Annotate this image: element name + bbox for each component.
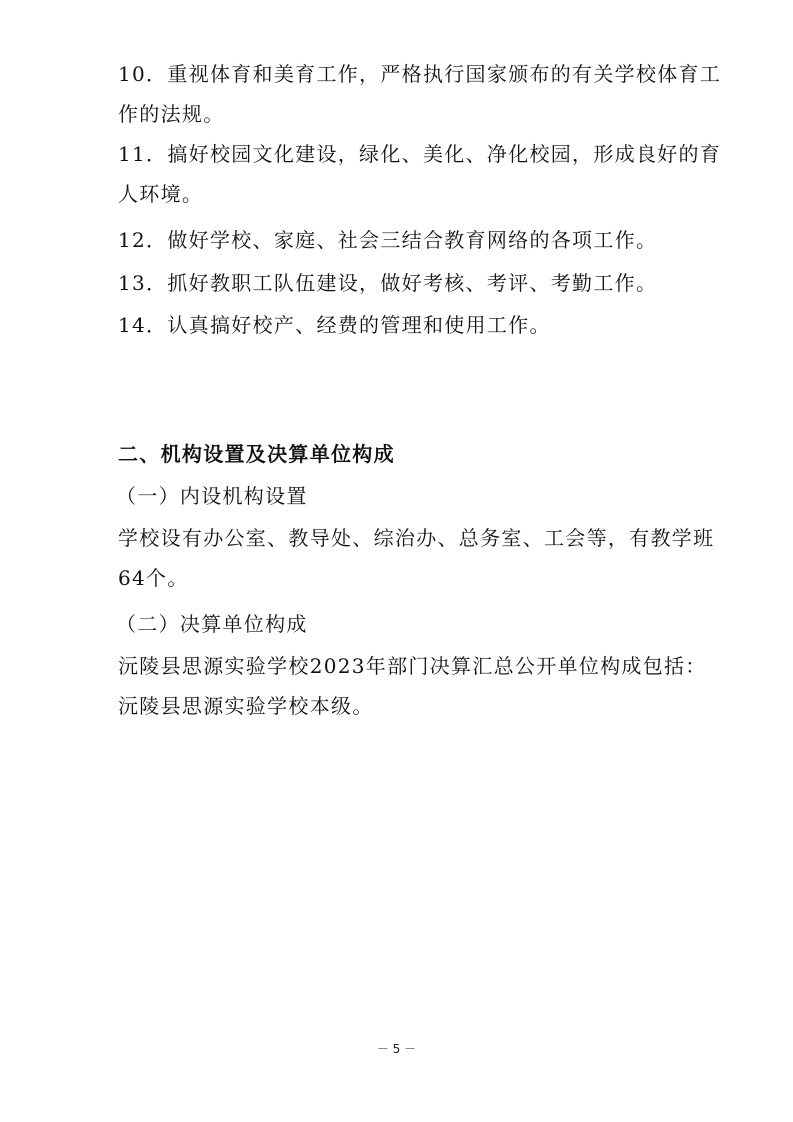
item-10: 10．重视体育和美育工作，严格执行国家颁布的有关学校体育工作的法规。 — [118, 62, 722, 126]
page-number: － 5 － — [376, 1042, 417, 1056]
subsection-2-title: （二）决算单位构成 — [116, 612, 308, 636]
item-11: 11．搞好校园文化建设，绿化、美化、净化校园，形成良好的育人环境。 — [118, 142, 722, 206]
item-13: 13．抓好教职工队伍建设，做好考核、考评、考勤工作。 — [118, 271, 658, 295]
section-heading: 二、机构设置及决算单位构成 — [118, 442, 395, 466]
item-12: 12．做好学校、家庭、社会三结合教育网络的各项工作。 — [118, 228, 658, 252]
subsection-1-title: （一）内设机构设置 — [116, 484, 308, 508]
subsection-2-text: 沅陵县思源实验学校2023年部门决算汇总公开单位构成包括：沅陵县思源实验学校本级。 — [118, 654, 707, 718]
subsection-1-text: 学校设有办公室、教导处、综治办、总务室、工会等，有教学班64个。 — [118, 526, 715, 590]
item-14: 14．认真搞好校产、经费的管理和使用工作。 — [118, 313, 551, 337]
